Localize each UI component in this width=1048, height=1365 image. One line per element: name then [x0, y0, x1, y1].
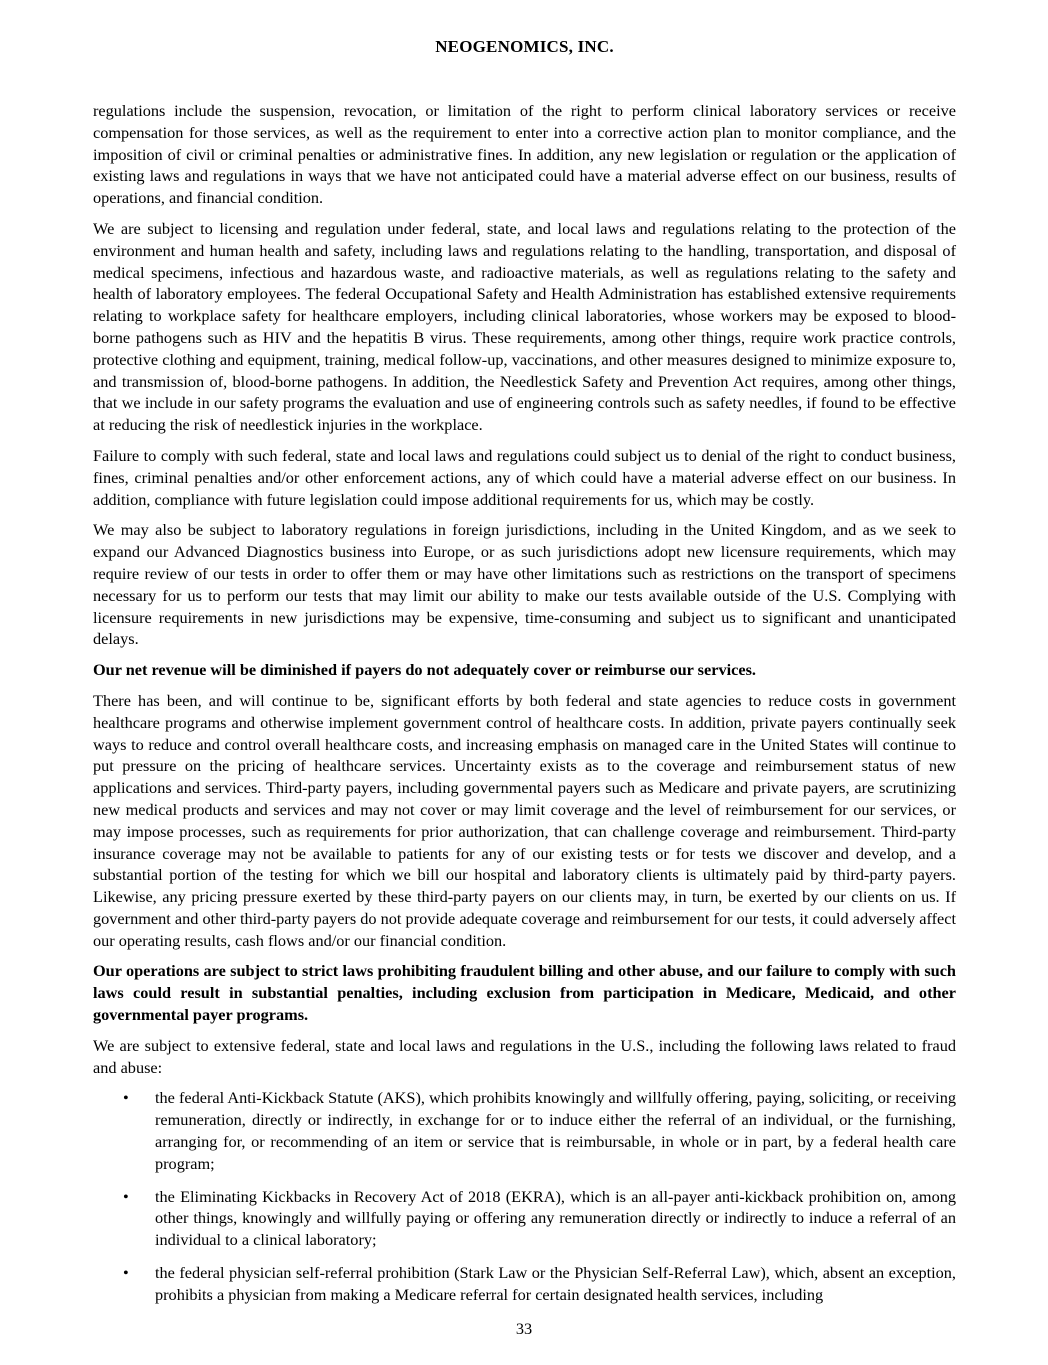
document-title: NEOGENOMICS, INC. — [435, 37, 614, 56]
bullet-icon: • — [123, 1263, 129, 1283]
bullet-text-stark-law: the federal physician self-referral prohibition (Stark Law or the Physician Self-Referral Law), which, absent an exception, prohibits a physician from making a Medicare referral for certain designated health services, including — [155, 1263, 956, 1304]
paragraph-failure-to-comply: Failure to comply with such federal, state and local laws and regulations could subject us to denial of the right to conduct business, fines, criminal penalties and/or other enforcement actions, any of which could have a material adverse effect on our business. In addition, compliance with future legislation could impose additional requirements for us, which may be costly. — [93, 445, 956, 509]
bullet-item-stark-law — [123, 1262, 956, 1306]
document-body — [93, 100, 956, 1306]
paragraph-reimbursement-pressure: There has been, and will continue to be, significant efforts by both federal and state agencies to reduce costs in government healthcare programs and otherwise implement government control of healthcare costs. In addition, private payers continually seek ways to reduce and control overall healthcare costs, and increasing emphasis on managed care in the United States will continue to put pressure on the pricing of healthcare services. Uncertainty exists as to the coverage and reimbursement status of new applications and services. Third-party payers, including governmental payers such as Medicare and private payers, are scrutinizing new medical products and services and may not cover or may limit coverage and the level of reimbursement for our services, or may impose processes, such as requirements for prior authorization, that can challenge coverage and reimbursement. Third-party insurance coverage may not be available to patients for any of our existing tests or for tests we discover and develop, and a substantial portion of the testing for which we bill our hospital and laboratory clients is ultimately paid by third-party payers. Likewise, any pricing pressure exerted by these third-party payers on our clients may, in turn, be exerted by our clients on us. If government and other third-party payers do not provide adequate coverage and reimbursement for our tests, it could adversely affect our operating results, cash flows and/or our financial condition. — [93, 690, 956, 950]
bullet-icon: • — [123, 1088, 129, 1108]
heading-net-revenue-risk: Our net revenue will be diminished if payers do not adequately cover or reimburse our services. — [93, 660, 756, 680]
bullet-item-ekra — [123, 1186, 956, 1251]
heading-fraudulent-billing-risk: Our operations are subject to strict laws prohibiting fraudulent billing and other abuse, and our failure to comply with such laws could result in substantial penalties, including exclusion from participation in Medicare, Medicaid, and other governmental payer programs. — [93, 961, 956, 1025]
paragraph-regulations-include: regulations include the suspension, revocation, or limitation of the right to perform clinical laboratory services or receive compensation for those services, as well as the requirement to enter into a corrective action plan to monitor compliance, and the imposition of civil or criminal penalties or administrative fines. In addition, any new legislation or regulation or the application of existing laws and regulations in ways that we have not anticipated could have a material adverse effect on our business, results of operations, and financial condition. — [93, 101, 956, 208]
paragraph-fraud-abuse-intro: We are subject to extensive federal, state and local laws and regulations in the U.S., including the following laws related to fraud and abuse: — [93, 1035, 956, 1077]
bullet-item-aks — [123, 1087, 956, 1174]
bullet-text-aks: the federal Anti-Kickback Statute (AKS), which prohibits knowingly and willfully offering, paying, soliciting, or receiving remuneration, directly or indirectly, in exchange for or to induce either the referral of an individual, or the furnishing, arranging for, or recommending of an item or service that is reimbursable, in whole or in part, by a federal health care program; — [155, 1088, 956, 1173]
bullet-icon: • — [123, 1186, 129, 1206]
bullet-text-ekra: the Eliminating Kickbacks in Recovery Act of 2018 (EKRA), which is an all-payer anti-kickback prohibition on, among other things, knowingly and willfully paying or offering any remuneration directly or indirectly to induce a referral of an individual to a clinical laboratory; — [155, 1186, 956, 1250]
paragraph-foreign-jurisdictions: We may also be subject to laboratory regulations in foreign jurisdictions, including in the United Kingdom, and as we seek to expand our Advanced Diagnostics business into Europe, or as such jurisdictions adopt new licensure requirements, which may require review of our tests in order to offer them or may have other limitations such as restrictions on the transport of specimens necessary for us to perform our tests that may limit our ability to make our tests available outside of the U.S. Complying with licensure requirements in new jurisdictions may be expensive, time-consuming and subject us to significant and unanticipated delays. — [93, 520, 956, 649]
paragraph-licensing-regulation: We are subject to licensing and regulation under federal, state, and local laws and regulations relating to the protection of the environment and human health and safety, including laws and regulations relating to the handling, transportation, and disposal of medical specimens, infectious and hazardous waste, and radioactive materials, as well as regulations relating to the safety and health of laboratory employees. The federal Occupational Safety and Health Administration has established extensive requirements relating to workplace safety for healthcare employers, including clinical laboratories, whose workers may be exposed to blood-borne pathogens such as HIV and the hepatitis B virus. These requirements, among other things, require work practice controls, protective clothing and equipment, training, medical follow-up, vaccinations, and other measures designed to minimize exposure to, and transmission of, blood-borne pathogens. In addition, the Needlestick Safety and Prevention Act requires, among other things, that we include in our safety programs the evaluation and use of engineering controls such as safety needles, if found to be effective at reducing the risk of needlestick injuries in the workplace. — [93, 218, 956, 435]
page-number: 33 — [515, 1319, 533, 1338]
